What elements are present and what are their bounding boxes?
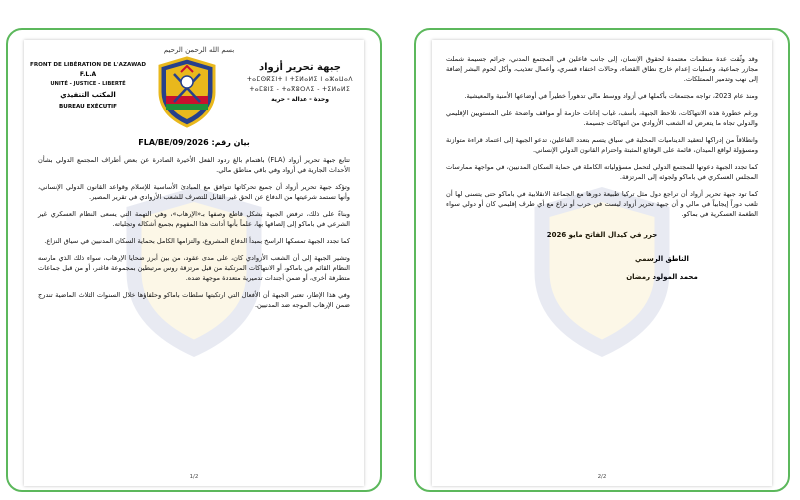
motto-tifinagh: ⵜⴰⵎⵓⵏⵉ - ⵜⴰⴳⵓⵔⴷⵉ - ⵜⵉⵍⴰⵍⵉ xyxy=(249,86,351,93)
paragraph: وقد وثّقت عدة منظمات معتمدة لحقوق الإنسان، إلى جانب فاعلين في المجتمع المدني، جرائم جسيمة شملت مجازر جماعية، وعمليات إعدام خارج نطاق القضاء، وحالات اختفاء قسري، وأعمال تعذيب، وأكل لحوم البشر إضافة إلى نهب وتدمير الممتلكات. xyxy=(446,55,758,83)
paragraph: ومنذ عام 2023، تواجه مجتمعات بأكملها في أزواد ووسط مالي تدهوراً خطيراً في أوضاعها الأمنية والمعيشية. xyxy=(464,92,758,100)
letterhead-arabic xyxy=(240,62,360,103)
paragraph: وتشير الجبهة إلى أن الشعب الأزوادي كان، على مدى عقود، من بين أبرز ضحايا الإرهاب، سواء ذلك الذي مارسه النظام القائم في باماكو، أو الانتهاكات المرتكبة من قبل مرتزقة روس مرتبطين بمجموعة فاغنر، أو من قبل جماعات متطرفة أخرى، أو ضمن أجندات تدميرية متعددة موجهة ضده. xyxy=(38,254,350,282)
paragraph: كما تود جبهة تحرير أزواد أن تراجع دول مثل تركيا طبيعة دورها مع الجماعة الانقلابية في باماكو حتى يتسنى لها أن تلعب دوراً إيجابياً في مالي و أن جبهة تحرير أزواد ليست في حرب أو نزاع مع أي طرف إقليمي كان أو دولي سواء الطغمة العسكرية في بماكو. xyxy=(446,190,758,218)
document-page-1 xyxy=(24,40,364,486)
page-2-body xyxy=(432,40,772,281)
org-acronym: F.L.A xyxy=(79,71,97,78)
org-name-french: FRONT DE LIBÉRATION DE L'AZAWAD xyxy=(30,62,146,68)
motto-french: UNITÉ - JUSTICE - LIBERTÉ xyxy=(50,81,126,87)
letterhead xyxy=(24,40,364,132)
paragraph: تتابع جبهة تحرير أزواد (FLA) باهتمام بالغ ردود الفعل الأخيرة الصادرة عن بعض أطراف المجتمع الدولي بشأن الأحداث الجارية في أزواد وفي باقي مناطق مالي. xyxy=(38,156,350,174)
spokesperson-name: محمد المولود رمضان xyxy=(626,273,698,281)
paragraph: وتؤكد جبهة تحرير أزواد أن جميع تحركاتها تتوافق مع المبادئ الأساسية للإسلام وقواعد القانون الدولي الإنساني، وأنها تستمد شرعيتها من الدفاع عن الحق غير القابل للتصرف للشعب الأزوادي في تقرير المصير. xyxy=(38,183,350,201)
bismillah: بسم الله الرحمن الرحيم xyxy=(163,46,235,54)
motto-arabic: وحدة - عدالة - حرية xyxy=(271,96,329,103)
paragraph: وفي هذا الإطار، تعتبر الجبهة أن الأفعال التي ارتكبتها سلطات باماكو وحلفاؤها خلال السنوات الثلاث الماضية تندرج ضمن الإرهاب الموجه ضد المدنيين. xyxy=(38,291,350,309)
org-name-arabic: جبهة تحرير أزواد xyxy=(258,62,342,73)
org-name-tifinagh: ⵜⴰⵎⵙⴽⵉⵏⵜ ⵏ ⵜⵉⵍⴰⵍⵉ ⵏ ⴰⵣⴰⵡⴰⴷ xyxy=(246,76,353,83)
spokesperson-title: الناطق الرسمي xyxy=(635,255,689,263)
letterhead-french xyxy=(28,62,148,110)
page-1-card[interactable] xyxy=(6,28,382,492)
document-page-2 xyxy=(432,40,772,486)
paragraph: وانطلاقاً من إدراكها لتعقيد الديناميات المحلية في سياق يتسم بتعدد الفاعلين، تدعو الجبهة إلى اعتماد قراءة متوازنة ومسؤولة لواقع الميدان، قائمة على الوقائع المثبتة واحترام القانون الدولي الإنساني. xyxy=(446,136,758,154)
bureau-arabic: المكتب التنفيذي xyxy=(60,91,116,99)
paragraph: وبناءً على ذلك، ترفض الجبهة بشكل قاطع وصفها بـ«الإرهاب»، وهي التهمة التي يسعى النظام العسكري غير الشرعي في باماكو إلى إلصاقها بها، علماً بأنها أدانت هذا المفهوم بجميع أشكاله وتجلياته. xyxy=(38,210,350,228)
statement-reference: بيان رقم: 2026/FLA/BE/09 xyxy=(138,138,250,147)
fla-emblem-icon xyxy=(156,56,218,128)
bureau-french: BUREAU EXÉCUTIF xyxy=(59,104,117,110)
paragraph: ورغم خطورة هذه الانتهاكات، تلاحظ الجبهة، بأسف، غياب إدانات حازمة أو مواقف واضحة على المستويين الإقليمي والدولي تجاه ما يتعرض له الشعب الأزوادي من انتهاكات جسيمة. xyxy=(446,109,758,127)
page-number: 2/2 xyxy=(597,474,607,480)
paragraph: كما تجدد الجبهة دعوتها للمجتمع الدولي لتحمل مسؤولياته الكاملة في حماية السكان المدنيين، في مواجهة ممارسات المجلس العسكري في باماكو ولجوئه إلى المرتزقة. xyxy=(445,163,758,181)
date-line: حرر في كيدال الفاتح مايو 2026 xyxy=(546,231,658,239)
page-1-body xyxy=(24,155,364,310)
page-number: 1/2 xyxy=(189,474,199,480)
paragraph: كما تجدد الجبهة تمسكها الراسخ بمبدأ الدفاع المشروع، والتزامها الكامل بحماية السكان المدنيين في سياق النزاع. xyxy=(44,237,350,245)
page-2-card[interactable] xyxy=(414,28,790,492)
